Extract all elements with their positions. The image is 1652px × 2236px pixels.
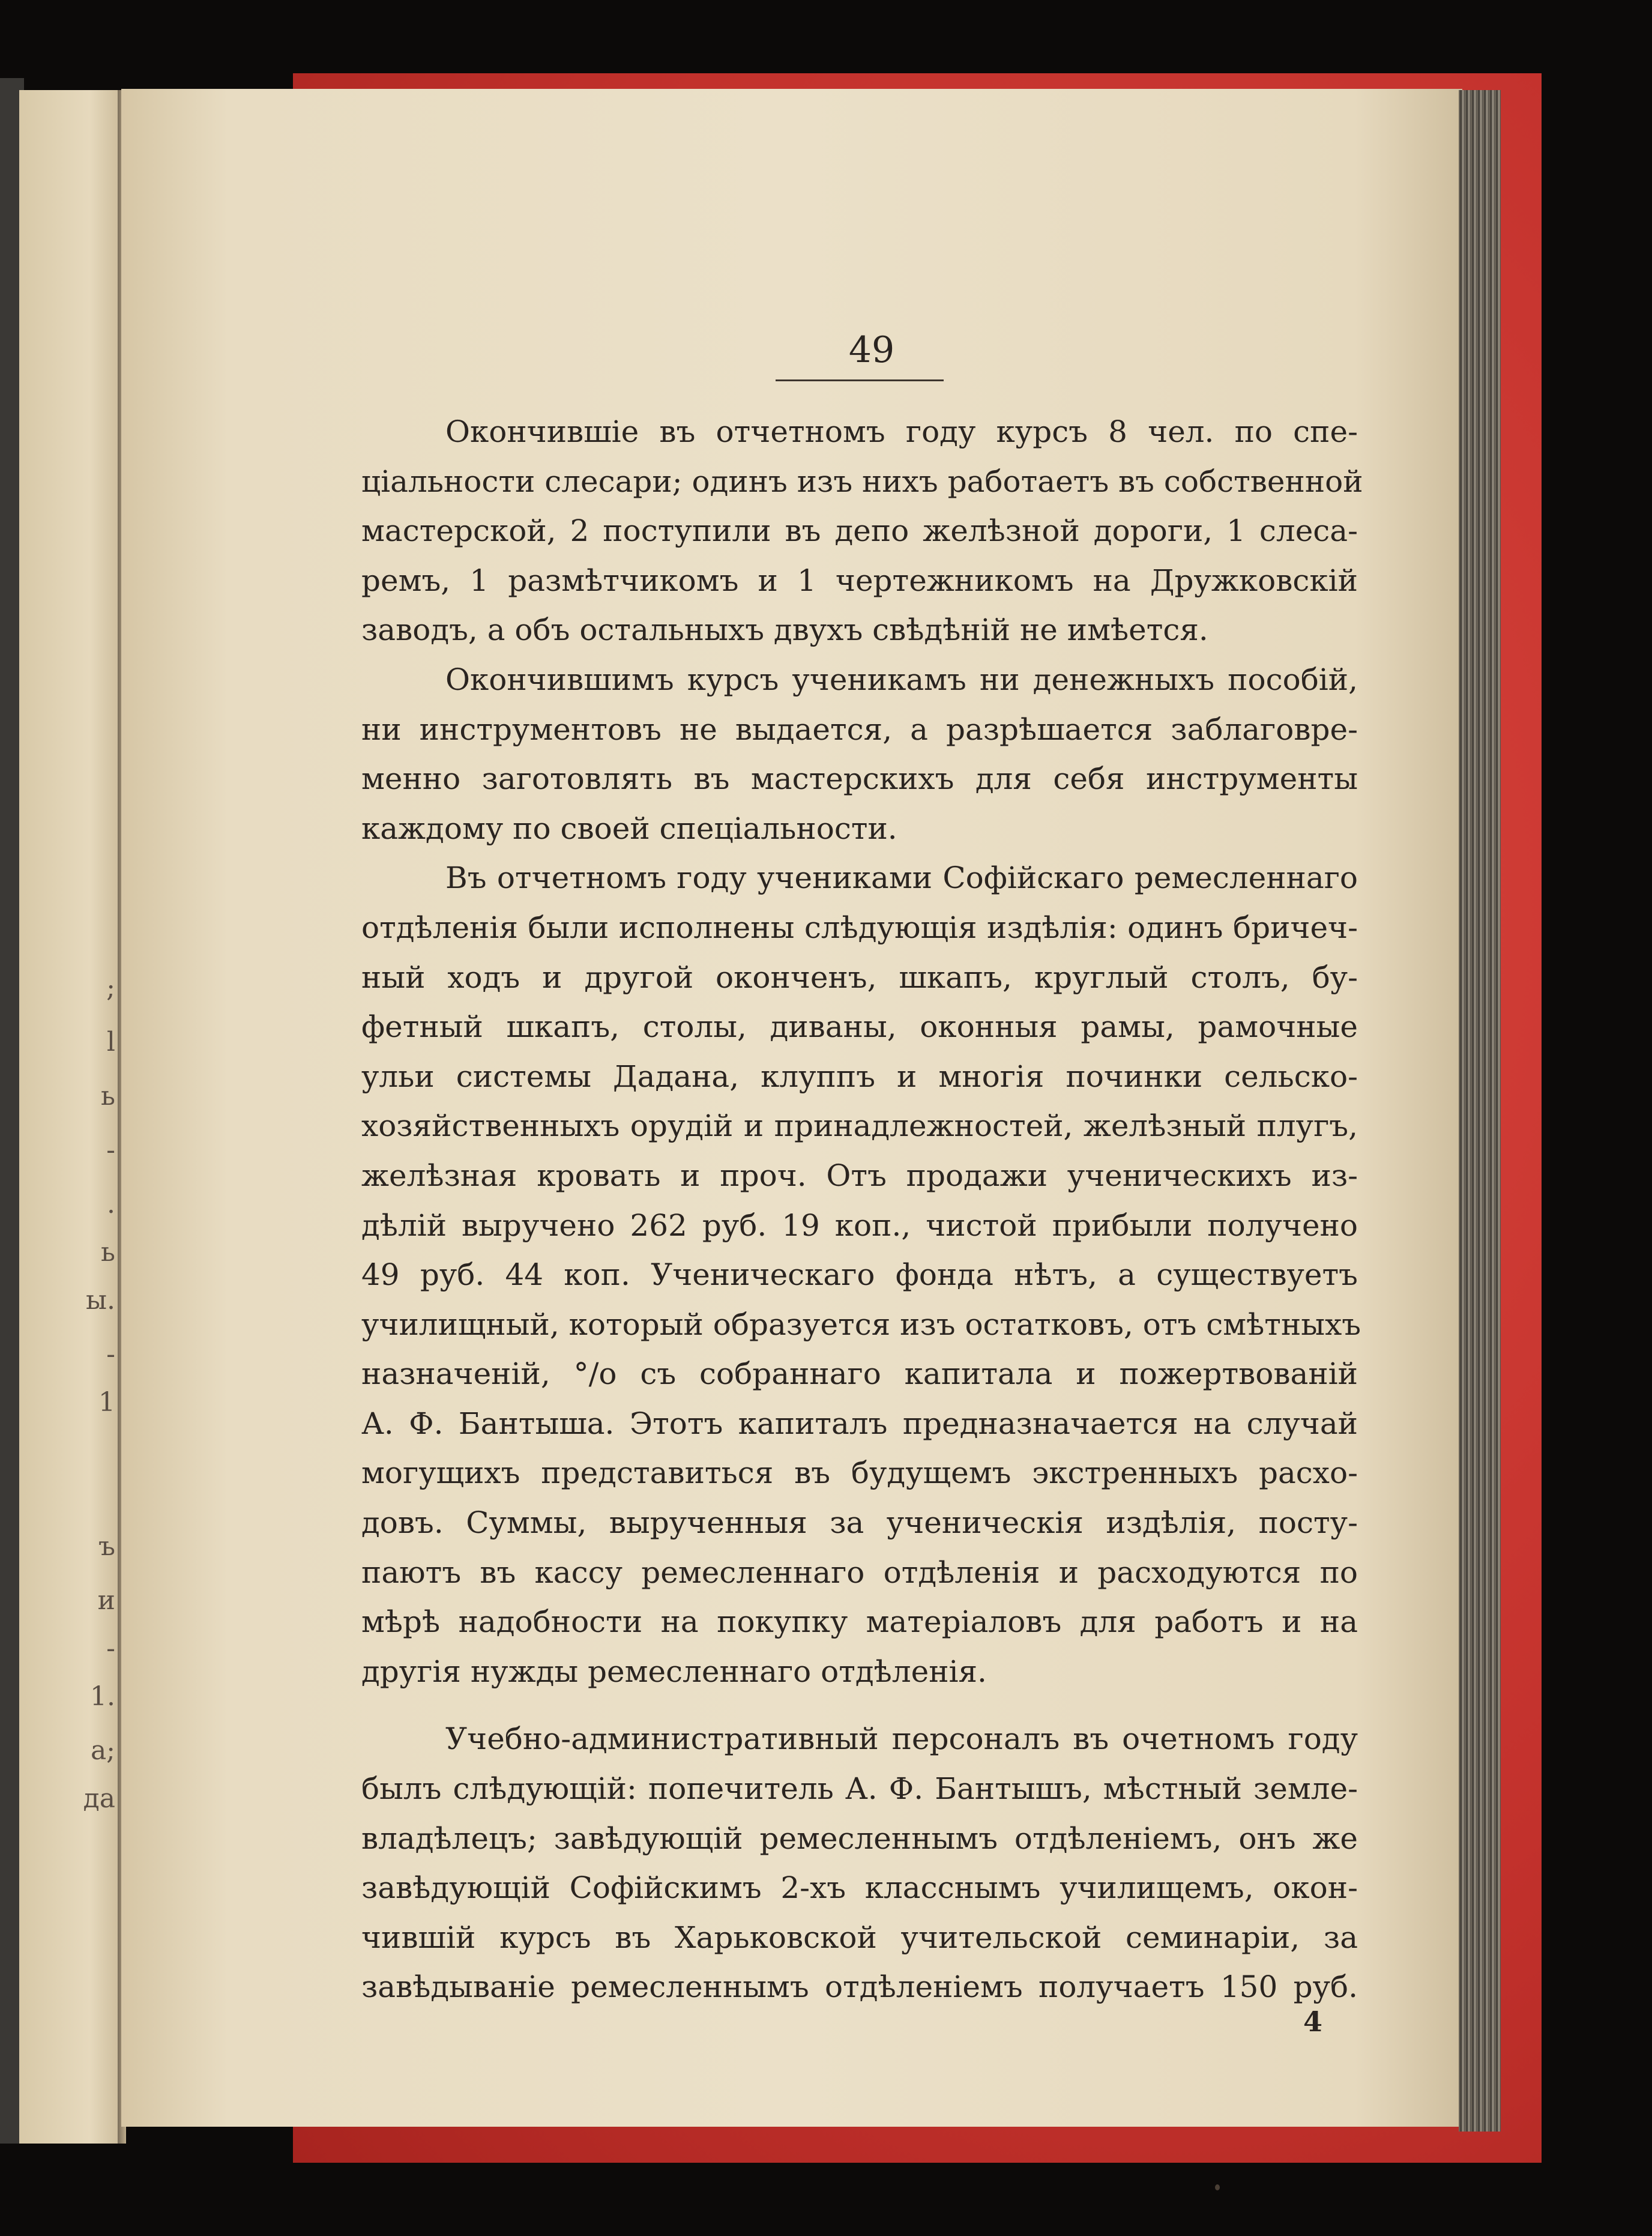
left-fragment: ъ — [98, 1531, 115, 1562]
left-page — [19, 90, 120, 2144]
text-line: ціальности слесари; одинъ изъ нихъ работаетъ въ собственной — [361, 464, 1363, 499]
left-fragment: ь — [101, 1081, 115, 1111]
text-line: чившій курсъ въ Харьковской учительской семинаріи, за — [361, 1920, 1358, 1955]
right-page — [121, 89, 1462, 2127]
text-line: владѣлецъ; завѣдующій ремесленнымъ отдѣленіемъ, онъ же — [361, 1821, 1358, 1856]
text-line: ульи системы Дадана, клуппъ и многія починки сельско- — [361, 1059, 1358, 1094]
text-line: дѣлій выручено 262 руб. 19 коп., чистой прибыли получено — [361, 1207, 1358, 1243]
left-fragment: а; — [90, 1735, 115, 1766]
text-line: Окончившимъ курсъ ученикамъ ни денежныхъ пособій, — [445, 662, 1358, 697]
left-fragment: ы. — [85, 1285, 115, 1316]
left-fragment: ь — [101, 1237, 115, 1268]
text-line: отдѣленія были исполнены слѣдующія издѣлія: одинъ бричеч- — [361, 910, 1358, 945]
text-line: Въ отчетномъ году учениками Софійскаго ремесленнаго — [445, 860, 1358, 896]
left-fragment: 1. — [90, 1681, 115, 1712]
text-line: Окончившіе въ отчетномъ году курсъ 8 чел. по спе- — [445, 414, 1358, 449]
left-fragment: ; — [106, 973, 115, 1003]
text-line: 49 руб. 44 коп. Ученическаго фонда нѣтъ, а существуетъ — [361, 1257, 1358, 1293]
text-line: А. Ф. Бантыша. Этотъ капиталъ предназначается на случай — [361, 1406, 1358, 1441]
left-fragment: . — [107, 1189, 115, 1219]
text-line: ни инструментовъ не выдается, а разрѣшается заблаговре- — [361, 712, 1358, 747]
page-number: 49 — [848, 329, 895, 371]
text-line: завѣдующій Софійскимъ 2-хъ класснымъ училищемъ, окон- — [361, 1870, 1358, 1906]
left-fragment: 1 — [98, 1387, 115, 1418]
left-fragment: l — [106, 1027, 115, 1057]
printer-signature-mark: 4 — [1303, 2005, 1322, 2038]
text-line: былъ слѣдующій: попечитель А. Ф. Бантышъ, мѣстный земле- — [361, 1771, 1358, 1807]
text-line: назначеній, °/о съ собраннаго капитала и пожертвованій — [361, 1356, 1358, 1392]
text-line: желѣзная кровать и проч. Отъ продажи ученическихъ из- — [361, 1158, 1358, 1193]
text-line: мѣрѣ надобности на покупку матеріаловъ для работъ и на — [361, 1604, 1358, 1640]
left-page-text-fragments — [71, 90, 119, 2144]
text-line: Учебно-административный персоналъ въ очетномъ году — [445, 1721, 1358, 1757]
text-line: ремъ, 1 размѣтчикомъ и 1 чертежникомъ на Дружковскій — [361, 563, 1358, 598]
text-line: довъ. Суммы, вырученныя за ученическія издѣлія, посту- — [361, 1505, 1358, 1541]
text-line: заводъ, а объ остальныхъ двухъ свѣдѣній не имѣется. — [361, 612, 1208, 648]
ink-speck — [1215, 2184, 1220, 2190]
text-line: завѣдываніе ремесленнымъ отдѣленіемъ получаетъ 150 руб. — [361, 1969, 1358, 2005]
text-line: фетный шкапъ, столы, диваны, оконныя рамы, рамочные — [361, 1009, 1358, 1045]
body-text — [361, 407, 1363, 2012]
left-fragment: - — [106, 1135, 115, 1165]
header-rule — [776, 379, 944, 381]
text-line: могущихъ представиться въ будущемъ экстренныхъ расхо- — [361, 1455, 1358, 1491]
text-line: паютъ въ кассу ремесленнаго отдѣленія и расходуются по — [361, 1555, 1358, 1590]
text-line: хозяйственныхъ орудій и принадлежностей, желѣзный плугъ, — [361, 1108, 1358, 1144]
text-line: менно заготовлять въ мастерскихъ для себя инструменты — [361, 761, 1358, 797]
left-fragment: и — [97, 1585, 115, 1616]
page-edges — [1459, 90, 1501, 2132]
text-line: ный ходъ и другой оконченъ, шкапъ, круглый столъ, бу- — [361, 959, 1358, 995]
text-line: другія нужды ремесленнаго отдѣленія. — [361, 1654, 987, 1689]
left-fragment: да — [83, 1783, 115, 1814]
text-line: каждому по своей спеціальности. — [361, 811, 897, 846]
text-line: мастерской, 2 поступили въ депо желѣзной дороги, 1 слеса- — [361, 513, 1358, 549]
text-line: училищный, который образуется изъ остатковъ, отъ смѣтныхъ — [361, 1307, 1361, 1342]
left-fragment: - — [106, 1633, 115, 1664]
left-fragment: - — [106, 1339, 115, 1370]
